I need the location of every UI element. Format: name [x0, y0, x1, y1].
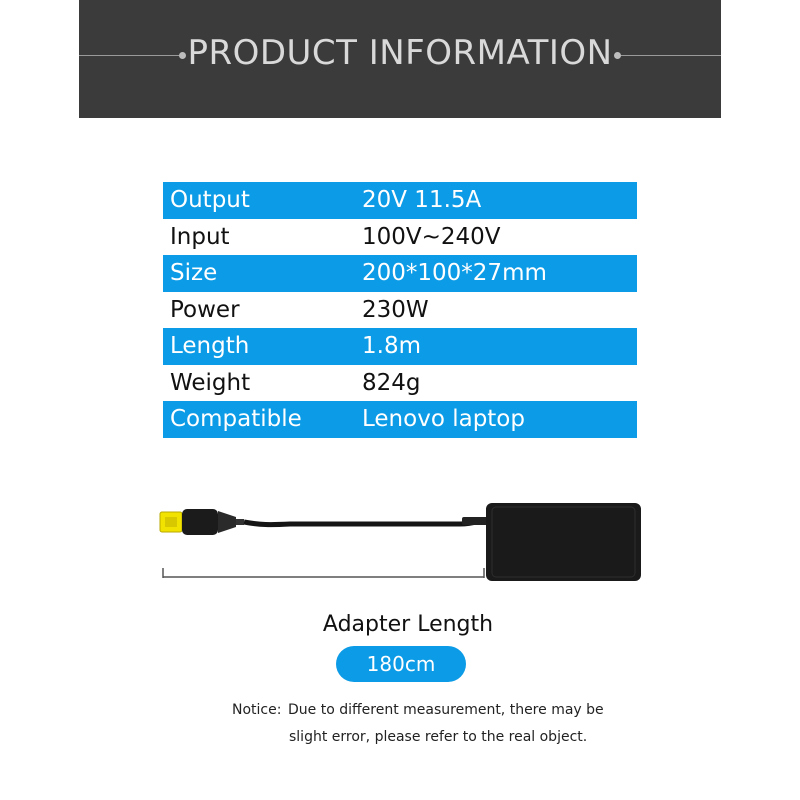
banner-dot-right	[614, 52, 621, 59]
spec-key: Output	[170, 187, 250, 213]
banner-divider-right	[621, 55, 721, 56]
spec-row-input	[163, 219, 637, 256]
strain-relief	[462, 517, 488, 525]
header-banner	[79, 0, 721, 118]
spec-key: Power	[170, 296, 240, 323]
spec-value: 20V 11.5A	[362, 187, 482, 213]
cable	[244, 521, 488, 525]
spec-value: Lenovo laptop	[362, 406, 525, 432]
spec-key: Compatible	[170, 406, 302, 432]
spec-key: Length	[170, 333, 250, 359]
notice-label: Notice:	[232, 702, 282, 718]
spec-row-weight	[163, 365, 637, 402]
spec-value: 230W	[362, 296, 429, 323]
spec-row-length	[163, 328, 637, 365]
spec-key: Weight	[170, 369, 251, 396]
spec-value: 824g	[362, 369, 421, 396]
length-bracket	[163, 568, 484, 578]
page-title: PRODUCT INFORMATION	[187, 33, 613, 73]
spec-value: 100V~240V	[362, 223, 501, 250]
spec-table	[163, 182, 637, 438]
spec-key: Input	[170, 223, 230, 250]
notice-line-2: slight error, please refer to the real object.	[289, 729, 588, 745]
power-brick	[486, 503, 641, 581]
notice-line-1: Due to different measurement, there may be	[288, 702, 604, 718]
adapter-length-badge: 180cm	[336, 646, 466, 682]
spec-row-compatible	[163, 401, 637, 438]
notice-text	[232, 697, 632, 751]
spec-row-power	[163, 292, 637, 329]
adapter-length-title: Adapter Length	[322, 612, 494, 637]
spec-key: Size	[170, 260, 218, 286]
spec-value: 200*100*27mm	[362, 260, 547, 286]
spec-row-size	[163, 255, 637, 292]
connector-plug	[160, 509, 244, 535]
spec-row-output	[163, 182, 637, 219]
spec-value: 1.8m	[362, 333, 421, 359]
adapter-illustration	[0, 495, 800, 585]
